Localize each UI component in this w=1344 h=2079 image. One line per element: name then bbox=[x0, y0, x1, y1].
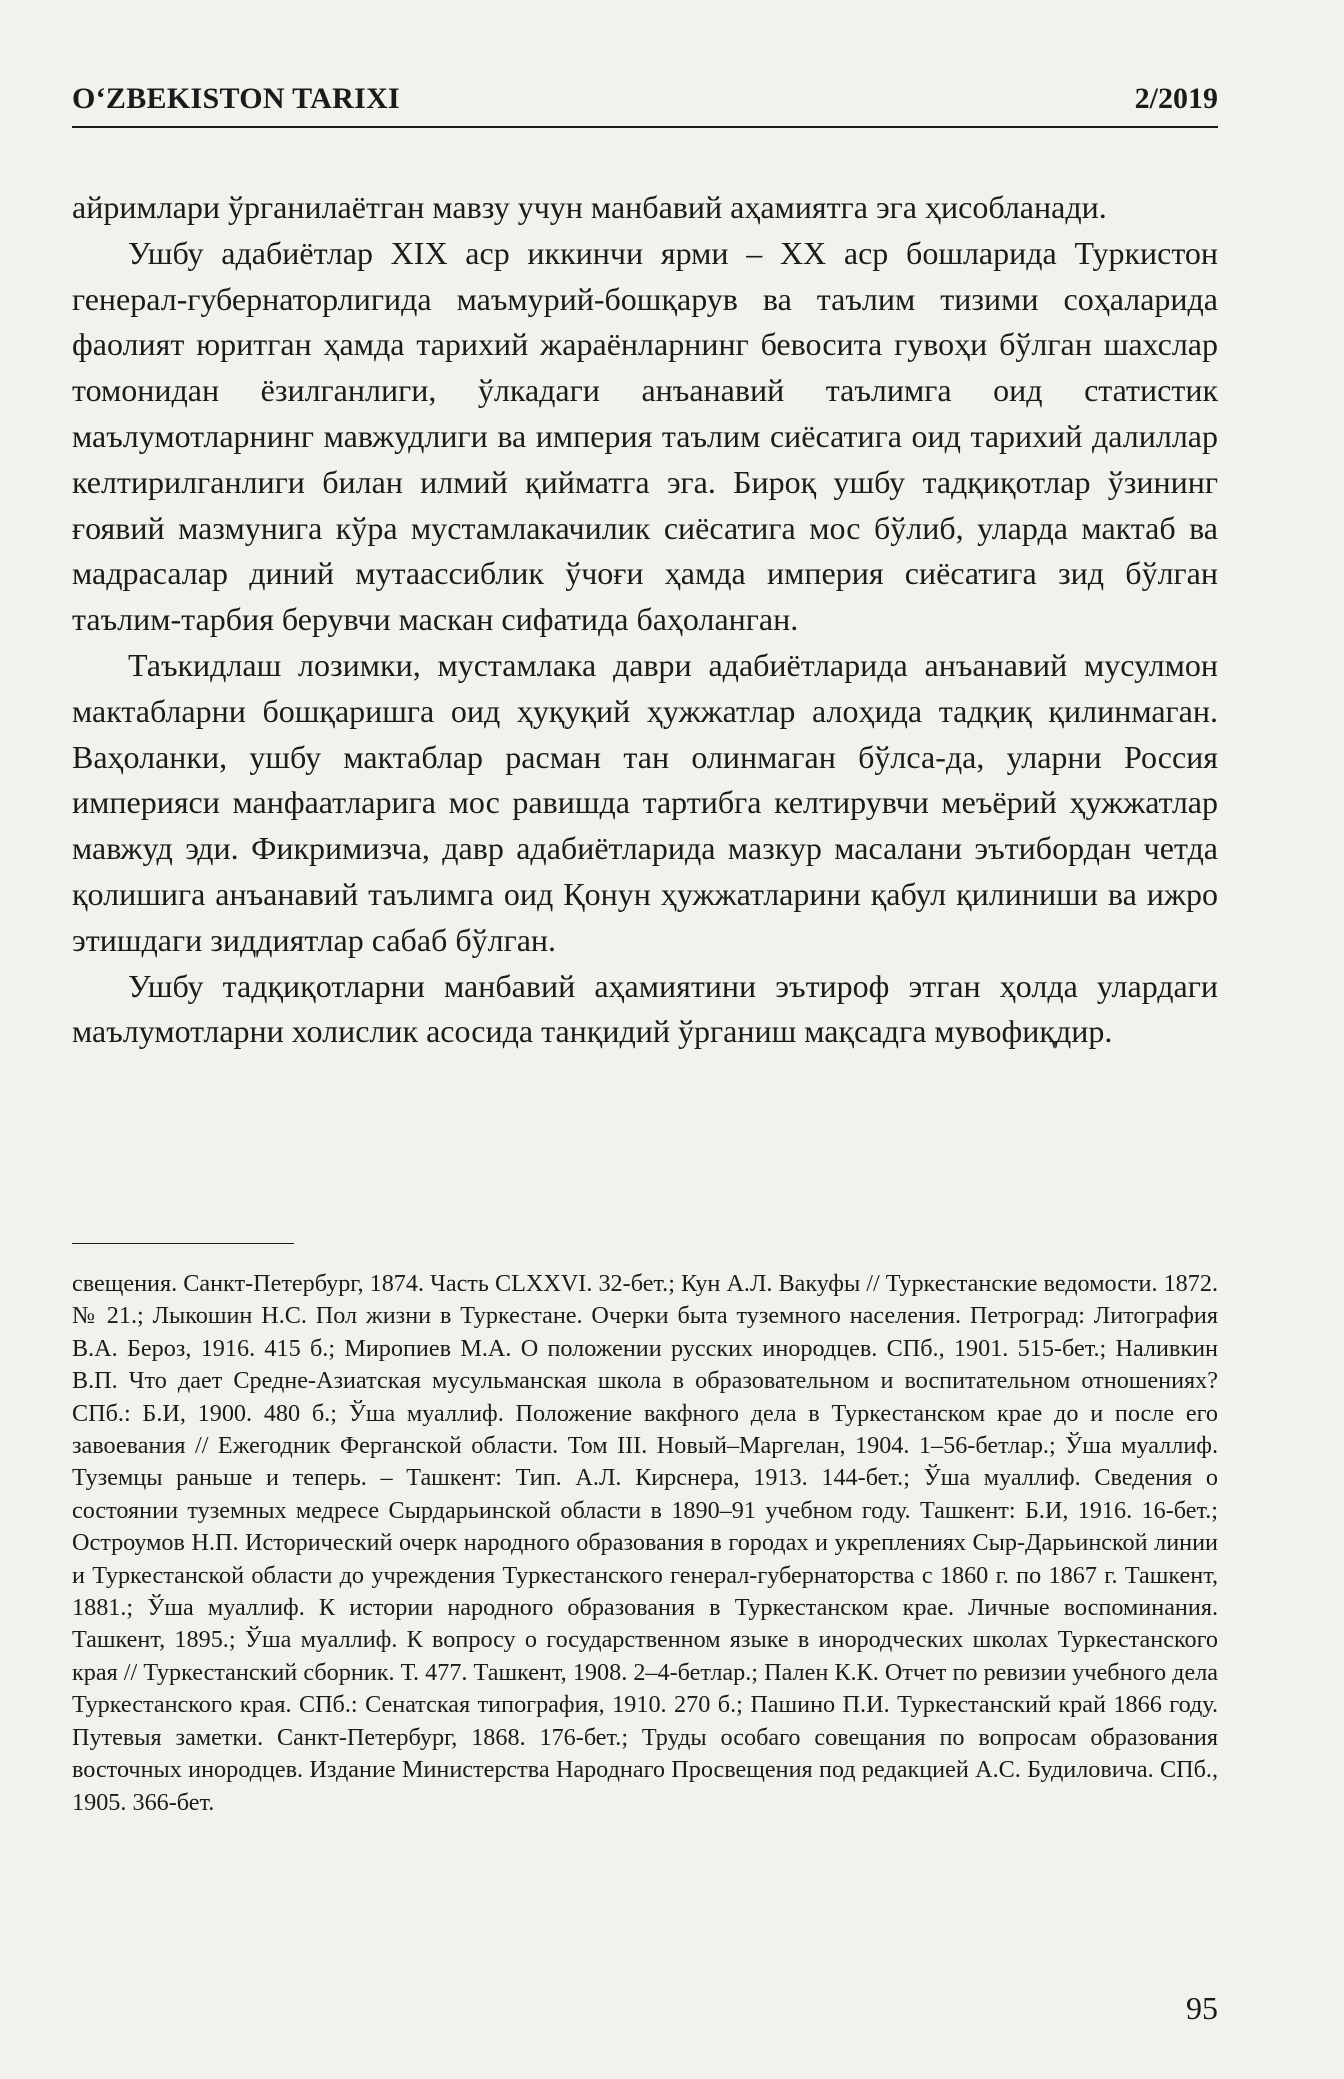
paragraph-continued: айримлари ўрганилаётган мавзу учун манбавий аҳамиятга эга ҳисобланади. bbox=[72, 189, 1107, 225]
issue-number: 2/2019 bbox=[1125, 82, 1218, 116]
paragraph: Ушбу тадқиқотларни манбавий аҳамиятини эътироф этган ҳолда улардаги маълумотларни холислик асосида танқидий ўрганиш мақсадга мувофиқдир. bbox=[72, 967, 1218, 1050]
footnote-text: свещения. Санкт-Петербург, 1874. Часть CLXXVI. 32-бет.; Кун А.Л. Вакуфы // Туркестанские ведомости. 1872. № 21.; Лыкошин Н.С. Пол жизни в Туркестане. Очерки быта туземного населения. Петроград: Литография В.А. Бероз, 1916. 415 б.; Миропиев М.А. О положении русских инородцев. СПб., 1901. 515-бет.; Наливкин В.П. Что дает Средне-Азиатская мусульманская школа в образовательном и воспитательном отношениях? СПб.: Б.И, 1900. 480 б.; Ўша муаллиф. Положение вакфного дела в Туркестанском крае до и после его завоевания // Ежегодник Ферганской области. Том III. Новый–Маргелан, 1904. 1–56-бетлар.; Ўша муаллиф. Туземцы раньше и теперь. – Ташкент: Тип. А.Л. Кирснера, 1913. 144-бет.; Ўша муаллиф. Сведения о состоянии туземных медресе Сырдарьинской области в 1890–91 учебном году. Ташкент: Б.И, 1916. 16-бет.; Остроумов Н.П. Исторический очерк народного образования в городах и укреплениях Сыр-Дарьинской линии и Туркестанской области до учреждения Туркестанского генерал-губернаторства с 1860 г. по 1867 г. Ташкент, 1881.; Ўша муаллиф. К истории народного образования в Туркестанском крае. Личные воспоминания. Ташкент, 1895.; Ўша муаллиф. К вопросу о государственном языке в инородческих школах Туркестанского края // Туркестанский сборник. Т. 477. Ташкент, 1908. 2–4-бетлар.; Пален К.К. Отчет по ревизии учебного дела Туркестанского края. СПб.: Сенатская типография, 1910. 270 б.; Пашино П.И. Туркестанский край 1866 году. Путевыя заметки. Санкт-Петербург, 1868. 176-бет.; Труды особаго совещания по вопросам образования восточных инородцев. Издание Министерства Народнаго Просвещения под редакцией А.С. Будиловича. СПб., 1905. 366-бет. bbox=[72, 1270, 1218, 1816]
journal-title: O‘ZBEKISTON TARIXI bbox=[72, 82, 410, 116]
paragraph: Таъкидлаш лозимки, мустамлака даври адабиётларида анъанавий мусулмон мактабларни бошқаришга оид ҳуқуқий ҳужжатлар алоҳида тадқиқ қилинмаган. Ваҳоланки, ушбу мактаблар расман тан олинмаган бўлса-да, уларни Россия империяси манфаатларига мос равишда тартибга келтирувчи меъёрий ҳужжатлар мавжуд эди. Фикримизча, давр адабиётларида мазкур масалани эътибордан четда қолишига анъанавий таълимга оид Қонун ҳужжатларини қабул қилиниши ва ижро этишдаги зиддиятлар сабаб бўлган. bbox=[72, 646, 1218, 958]
footnote bbox=[72, 1268, 1218, 1819]
paragraph: Ушбу адабиётлар XIX аср иккинчи ярми – XX аср бошларида Туркистон генерал-губернаторлигида маъмурий-бошқарув ва таълим тизими соҳаларида фаолият юритган ҳамда тарихий жараёнларнинг бевосита гувоҳи бўлган шахслар томонидан ёзилганлиги, ўлкадаги анъанавий таълимга оид статистик маълумотларнинг мавжудлиги ва империя таълим сиёсатига оид тарихий далиллар келтирилганлиги билан илмий қийматга эга. Бироқ ушбу тадқиқотлар ўзининг ғоявий мазмунига кўра мустамлакачилик сиёсатига мос бўлиб, уларда мактаб ва мадрасалар диний мутаассиблик ўчоғи ҳамда империя сиёсатига зид бўлган таълим-тарбия берувчи маскан сифатида баҳоланган. bbox=[72, 234, 1218, 638]
running-header bbox=[72, 82, 1218, 128]
page-number: 95 bbox=[1186, 1990, 1218, 2026]
main-text bbox=[72, 185, 1218, 1055]
footnote-separator bbox=[72, 1243, 294, 1244]
